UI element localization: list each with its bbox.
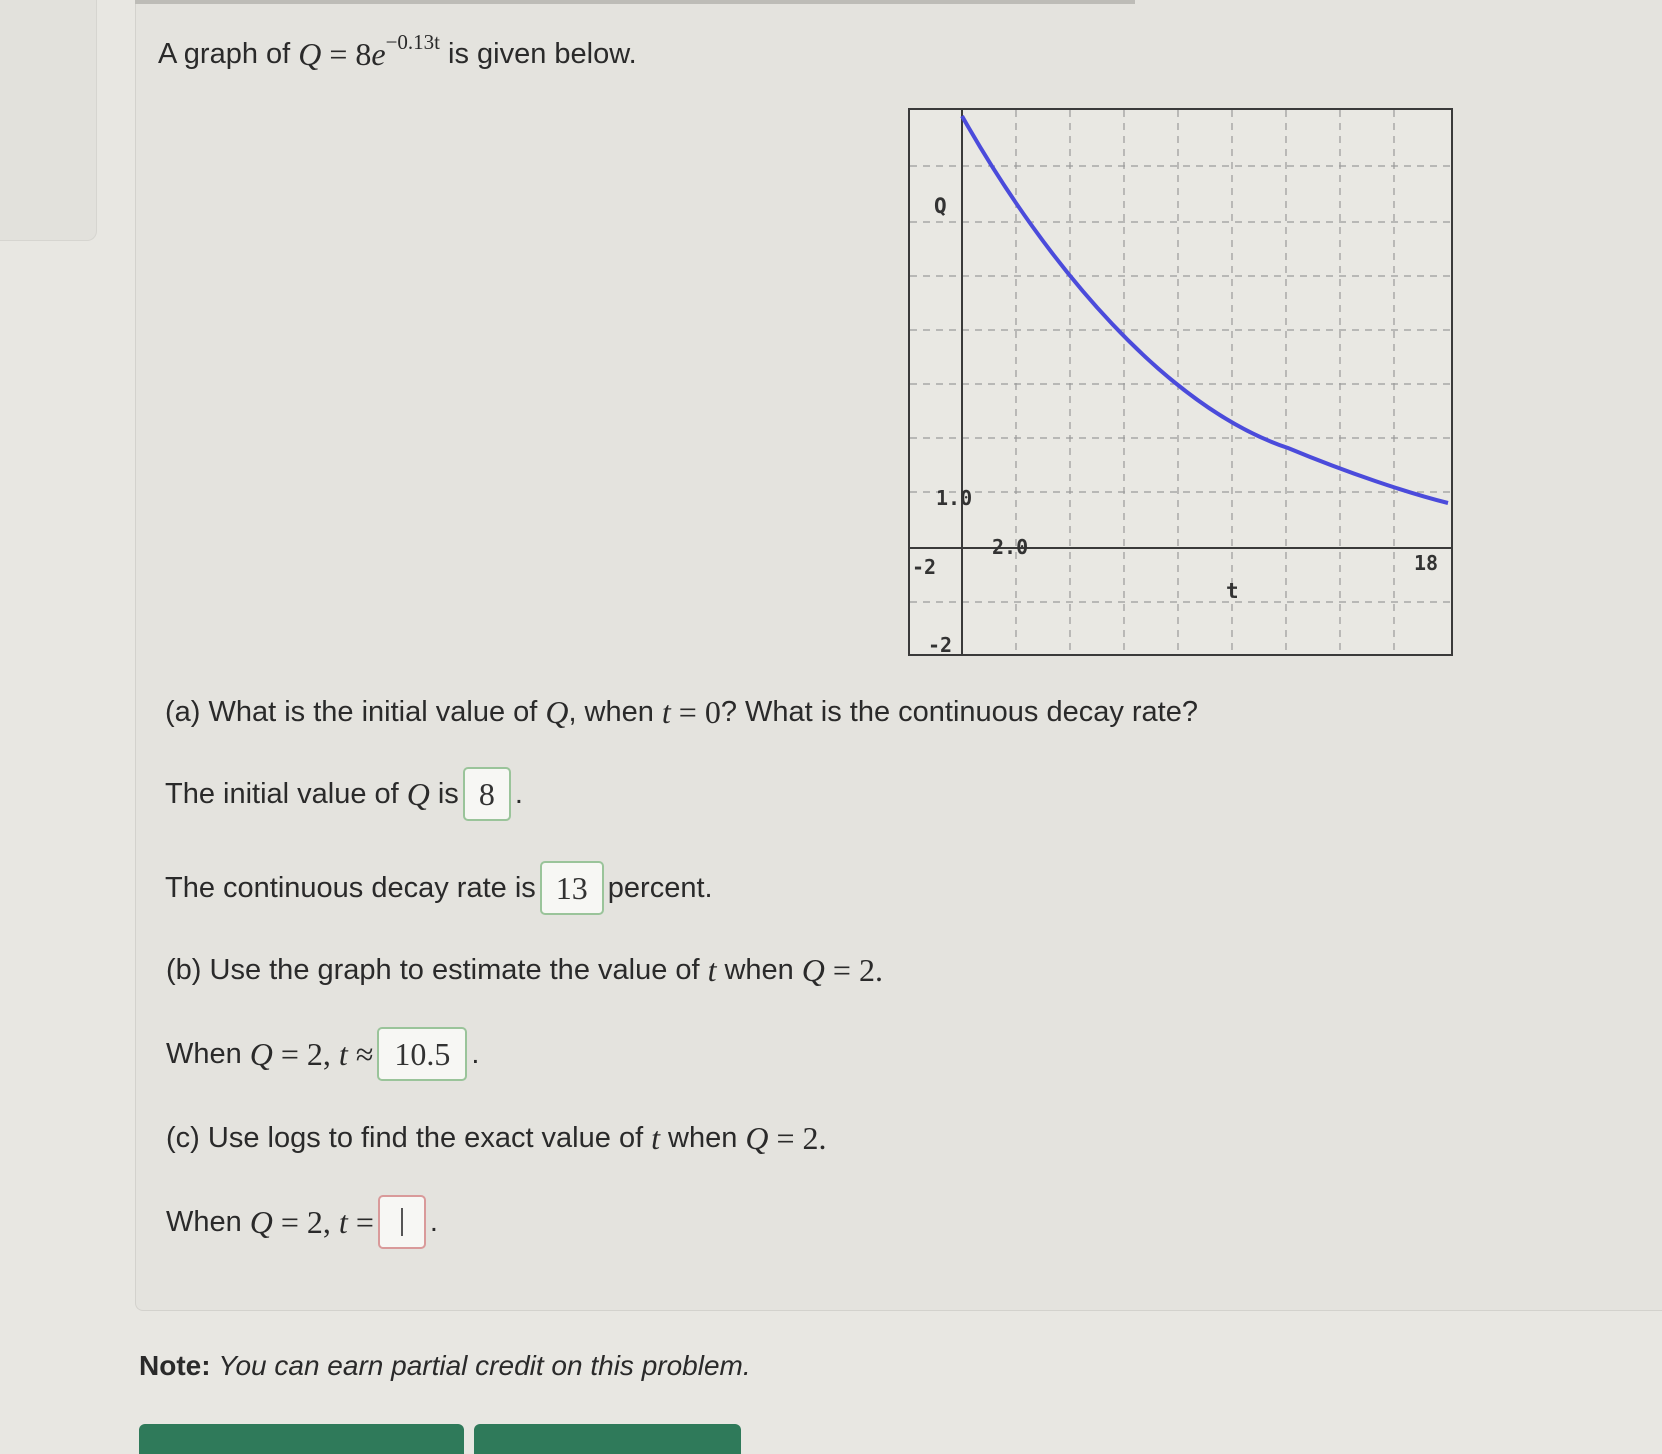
tick-y-top: 1.0 xyxy=(936,486,973,510)
secondary-button[interactable] xyxy=(474,1424,741,1454)
note-label: Note: xyxy=(139,1350,211,1381)
text-cursor xyxy=(401,1208,403,1236)
intro-eq: = xyxy=(329,36,348,72)
graph-frame xyxy=(909,109,1452,655)
submit-button[interactable] xyxy=(139,1424,464,1454)
part-b-answer-line: When Q = 2, t ≈ 10.5 . xyxy=(166,1026,479,1082)
part-b-question: (b) Use the graph to estimate the value of t when Q = 2. xyxy=(166,952,883,988)
intro-line xyxy=(158,30,637,73)
tick-x-left: -2 xyxy=(912,555,937,579)
partial-credit-note xyxy=(139,1350,751,1382)
intro-base: e xyxy=(371,36,386,72)
intro-prefix: A graph of xyxy=(158,38,291,70)
intro-q: Q xyxy=(298,36,322,72)
decay-graph[interactable] xyxy=(908,108,1453,656)
part-c-question: (c) Use logs to find the exact value of t when Q = 2. xyxy=(166,1120,827,1156)
decay-rate-input[interactable]: 13 xyxy=(540,861,604,915)
left-tab xyxy=(0,0,97,241)
part-c-answer-line: When Q = 2, t = . xyxy=(166,1194,438,1250)
tick-x-mid: 2.0 xyxy=(992,535,1029,559)
top-strip xyxy=(135,0,1135,4)
intro-exponent: −0.13t xyxy=(385,30,441,54)
exact-t-input[interactable] xyxy=(378,1195,426,1249)
part-a-question: (a) What is the initial value of Q , when t = 0 ? What is the continuous decay rate? xyxy=(165,694,1198,730)
intro-coef: 8 xyxy=(355,36,372,72)
initial-value-input[interactable]: 8 xyxy=(463,767,511,821)
decay-rate-line: The continuous decay rate is 13 percent. xyxy=(165,860,713,916)
initial-value-line: The initial value of Q is 8 . xyxy=(165,766,523,822)
note-text: You can earn partial credit on this problem. xyxy=(218,1350,751,1381)
tick-y-bottom: -2 xyxy=(928,633,953,656)
intro-suffix: is given below. xyxy=(448,38,637,70)
y-axis-label: Q xyxy=(934,194,947,218)
x-axis-label: t xyxy=(1226,579,1239,603)
tick-x-right: 18 xyxy=(1414,551,1439,575)
estimate-t-input[interactable]: 10.5 xyxy=(377,1027,467,1081)
